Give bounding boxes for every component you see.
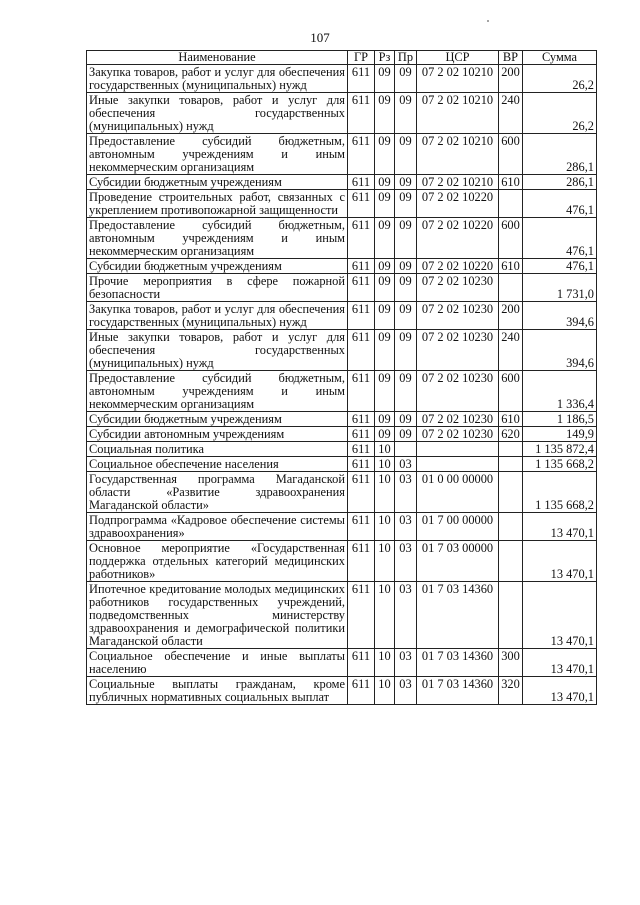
cell-sum: 1 135 668,2 xyxy=(523,457,597,472)
cell-gr: 611 xyxy=(348,93,375,134)
cell-vr xyxy=(499,582,523,649)
cell-sum: 286,1 xyxy=(523,175,597,190)
cell-vr: 200 xyxy=(499,302,523,330)
cell-csr: 07 2 02 10210 xyxy=(417,134,499,175)
cell-pr: 09 xyxy=(395,412,417,427)
cell-pr: 09 xyxy=(395,134,417,175)
cell-sum: 13 470,1 xyxy=(523,649,597,677)
table-row xyxy=(87,259,597,274)
cell-name: Прочие мероприятия в сфере пожарной безопасности xyxy=(87,274,348,302)
cell-pr: 03 xyxy=(395,541,417,582)
cell-csr: 07 2 02 10230 xyxy=(417,412,499,427)
cell-gr: 611 xyxy=(348,412,375,427)
header-sum: Сумма xyxy=(523,51,597,65)
cell-gr: 611 xyxy=(348,677,375,705)
cell-name: Предоставление субсидий бюджетным, автономным учреждениям и иным некоммерческим организациям xyxy=(87,218,348,259)
cell-csr: 01 7 03 00000 xyxy=(417,541,499,582)
cell-gr: 611 xyxy=(348,472,375,513)
cell-sum: 13 470,1 xyxy=(523,513,597,541)
cell-name: Субсидии бюджетным учреждениям xyxy=(87,175,348,190)
cell-vr: 610 xyxy=(499,259,523,274)
cell-vr xyxy=(499,274,523,302)
cell-vr xyxy=(499,472,523,513)
table-row xyxy=(87,582,597,649)
cell-pr: 09 xyxy=(395,93,417,134)
cell-sum: 1 135 872,4 xyxy=(523,442,597,457)
table-row xyxy=(87,371,597,412)
cell-rz: 09 xyxy=(375,330,395,371)
cell-name: Подпрограмма «Кадровое обеспечение системы здравоохранения» xyxy=(87,513,348,541)
cell-sum: 1 336,4 xyxy=(523,371,597,412)
cell-csr xyxy=(417,457,499,472)
cell-pr: 03 xyxy=(395,457,417,472)
cell-gr: 611 xyxy=(348,457,375,472)
cell-vr xyxy=(499,190,523,218)
header-gr: ГР xyxy=(348,51,375,65)
table-row xyxy=(87,541,597,582)
cell-rz: 10 xyxy=(375,541,395,582)
cell-pr: 09 xyxy=(395,371,417,412)
cell-gr: 611 xyxy=(348,427,375,442)
table-row xyxy=(87,218,597,259)
cell-rz: 09 xyxy=(375,371,395,412)
cell-gr: 611 xyxy=(348,65,375,93)
table-row xyxy=(87,65,597,93)
cell-sum: 1 135 668,2 xyxy=(523,472,597,513)
cell-csr: 01 7 03 14360 xyxy=(417,649,499,677)
table-row xyxy=(87,134,597,175)
cell-name: Иные закупки товаров, работ и услуг для обеспечения государственных (муниципальных) нужд xyxy=(87,330,348,371)
cell-rz: 09 xyxy=(375,134,395,175)
cell-rz: 10 xyxy=(375,457,395,472)
cell-gr: 611 xyxy=(348,259,375,274)
cell-rz: 10 xyxy=(375,442,395,457)
cell-csr: 07 2 02 10220 xyxy=(417,190,499,218)
cell-gr: 611 xyxy=(348,513,375,541)
table-row xyxy=(87,442,597,457)
cell-vr: 610 xyxy=(499,412,523,427)
cell-sum: 476,1 xyxy=(523,218,597,259)
cell-pr: 09 xyxy=(395,175,417,190)
cell-gr: 611 xyxy=(348,442,375,457)
cell-gr: 611 xyxy=(348,175,375,190)
table-row xyxy=(87,677,597,705)
cell-rz: 09 xyxy=(375,175,395,190)
cell-csr: 07 2 02 10210 xyxy=(417,65,499,93)
cell-gr: 611 xyxy=(348,330,375,371)
cell-vr: 200 xyxy=(499,65,523,93)
cell-rz: 09 xyxy=(375,274,395,302)
cell-vr: 600 xyxy=(499,371,523,412)
cell-sum: 1 186,5 xyxy=(523,412,597,427)
cell-rz: 10 xyxy=(375,582,395,649)
cell-name: Социальные выплаты гражданам, кроме публичных нормативных социальных выплат xyxy=(87,677,348,705)
table-row xyxy=(87,302,597,330)
cell-rz: 10 xyxy=(375,472,395,513)
cell-csr: 01 7 03 14360 xyxy=(417,582,499,649)
cell-sum: 476,1 xyxy=(523,190,597,218)
cell-vr xyxy=(499,541,523,582)
cell-pr: 03 xyxy=(395,472,417,513)
cell-name: Субсидии бюджетным учреждениям xyxy=(87,412,348,427)
cell-csr: 07 2 02 10210 xyxy=(417,175,499,190)
cell-vr xyxy=(499,513,523,541)
cell-rz: 10 xyxy=(375,649,395,677)
cell-csr xyxy=(417,442,499,457)
cell-pr: 03 xyxy=(395,582,417,649)
cell-pr: 09 xyxy=(395,302,417,330)
cell-pr: 09 xyxy=(395,259,417,274)
cell-name: Субсидии автономным учреждениям xyxy=(87,427,348,442)
cell-rz: 09 xyxy=(375,190,395,218)
cell-rz: 09 xyxy=(375,259,395,274)
cell-vr: 620 xyxy=(499,427,523,442)
cell-csr: 07 2 02 10210 xyxy=(417,93,499,134)
cell-pr: 09 xyxy=(395,190,417,218)
cell-vr xyxy=(499,442,523,457)
table-row xyxy=(87,427,597,442)
cell-gr: 611 xyxy=(348,190,375,218)
cell-pr: 09 xyxy=(395,65,417,93)
cell-gr: 611 xyxy=(348,302,375,330)
cell-csr: 01 0 00 00000 xyxy=(417,472,499,513)
cell-gr: 611 xyxy=(348,541,375,582)
cell-vr: 240 xyxy=(499,330,523,371)
cell-csr: 07 2 02 10220 xyxy=(417,259,499,274)
cell-sum: 286,1 xyxy=(523,134,597,175)
table-row xyxy=(87,93,597,134)
cell-sum: 149,9 xyxy=(523,427,597,442)
cell-sum: 13 470,1 xyxy=(523,582,597,649)
cell-vr: 600 xyxy=(499,134,523,175)
cell-name: Предоставление субсидий бюджетным, автономным учреждениям и иным некоммерческим организациям xyxy=(87,371,348,412)
cell-vr: 300 xyxy=(499,649,523,677)
cell-csr: 01 7 03 14360 xyxy=(417,677,499,705)
cell-vr: 600 xyxy=(499,218,523,259)
cell-gr: 611 xyxy=(348,582,375,649)
cell-pr: 03 xyxy=(395,513,417,541)
cell-name: Иные закупки товаров, работ и услуг для обеспечения государственных (муниципальных) нужд xyxy=(87,93,348,134)
cell-name: Социальное обеспечение населения xyxy=(87,457,348,472)
header-rz: Рз xyxy=(375,51,395,65)
cell-sum: 394,6 xyxy=(523,330,597,371)
table-row xyxy=(87,274,597,302)
cell-name: Государственная программа Магаданской области «Развитие здравоохранения Магаданской области» xyxy=(87,472,348,513)
cell-pr: 09 xyxy=(395,218,417,259)
cell-rz: 10 xyxy=(375,677,395,705)
cell-pr: 09 xyxy=(395,274,417,302)
cell-gr: 611 xyxy=(348,218,375,259)
header-vr: ВР xyxy=(499,51,523,65)
table-row xyxy=(87,457,597,472)
cell-csr: 07 2 02 10230 xyxy=(417,330,499,371)
table-row xyxy=(87,513,597,541)
cell-pr xyxy=(395,442,417,457)
cell-sum: 476,1 xyxy=(523,259,597,274)
cell-name: Социальное обеспечение и иные выплаты населению xyxy=(87,649,348,677)
scan-speck xyxy=(487,20,489,22)
cell-csr: 07 2 02 10230 xyxy=(417,274,499,302)
cell-pr: 09 xyxy=(395,330,417,371)
cell-name: Основное мероприятие «Государственная поддержка отдельных категорий медицинских работников» xyxy=(87,541,348,582)
cell-rz: 09 xyxy=(375,218,395,259)
cell-sum: 26,2 xyxy=(523,65,597,93)
cell-sum: 13 470,1 xyxy=(523,541,597,582)
table-header-row xyxy=(87,51,597,65)
cell-sum: 26,2 xyxy=(523,93,597,134)
cell-sum: 394,6 xyxy=(523,302,597,330)
cell-sum: 1 731,0 xyxy=(523,274,597,302)
cell-name: Ипотечное кредитование молодых медицинских работников государственных учреждений, подведомственных министерству здравоохранения и демографической политики Магаданской области xyxy=(87,582,348,649)
cell-csr: 07 2 02 10230 xyxy=(417,371,499,412)
cell-gr: 611 xyxy=(348,649,375,677)
cell-name: Закупка товаров, работ и услуг для обеспечения государственных (муниципальных) нужд xyxy=(87,302,348,330)
table-row xyxy=(87,472,597,513)
cell-gr: 611 xyxy=(348,274,375,302)
table-row xyxy=(87,649,597,677)
header-name: Наименование xyxy=(87,51,348,65)
table-row xyxy=(87,190,597,218)
cell-csr: 07 2 02 10230 xyxy=(417,302,499,330)
cell-rz: 09 xyxy=(375,412,395,427)
page-number: 107 xyxy=(310,30,330,45)
cell-rz: 10 xyxy=(375,513,395,541)
cell-sum: 13 470,1 xyxy=(523,677,597,705)
cell-rz: 09 xyxy=(375,427,395,442)
cell-rz: 09 xyxy=(375,65,395,93)
cell-vr: 320 xyxy=(499,677,523,705)
header-pr: Пр xyxy=(395,51,417,65)
cell-name: Предоставление субсидий бюджетным, автономным учреждениям и иным некоммерческим организациям xyxy=(87,134,348,175)
cell-csr: 01 7 00 00000 xyxy=(417,513,499,541)
cell-name: Закупка товаров, работ и услуг для обеспечения государственных (муниципальных) нужд xyxy=(87,65,348,93)
cell-name: Субсидии бюджетным учреждениям xyxy=(87,259,348,274)
cell-vr: 610 xyxy=(499,175,523,190)
cell-pr: 03 xyxy=(395,649,417,677)
cell-gr: 611 xyxy=(348,134,375,175)
table-row xyxy=(87,412,597,427)
cell-name: Социальная политика xyxy=(87,442,348,457)
cell-gr: 611 xyxy=(348,371,375,412)
cell-csr: 07 2 02 10220 xyxy=(417,218,499,259)
cell-vr xyxy=(499,457,523,472)
cell-name: Проведение строительных работ, связанных с укреплением противопожарной защищенности xyxy=(87,190,348,218)
budget-table xyxy=(86,50,597,705)
cell-pr: 03 xyxy=(395,677,417,705)
cell-rz: 09 xyxy=(375,93,395,134)
table-row xyxy=(87,330,597,371)
header-csr: ЦСР xyxy=(417,51,499,65)
cell-pr: 09 xyxy=(395,427,417,442)
cell-vr: 240 xyxy=(499,93,523,134)
cell-rz: 09 xyxy=(375,302,395,330)
cell-csr: 07 2 02 10230 xyxy=(417,427,499,442)
table-row xyxy=(87,175,597,190)
